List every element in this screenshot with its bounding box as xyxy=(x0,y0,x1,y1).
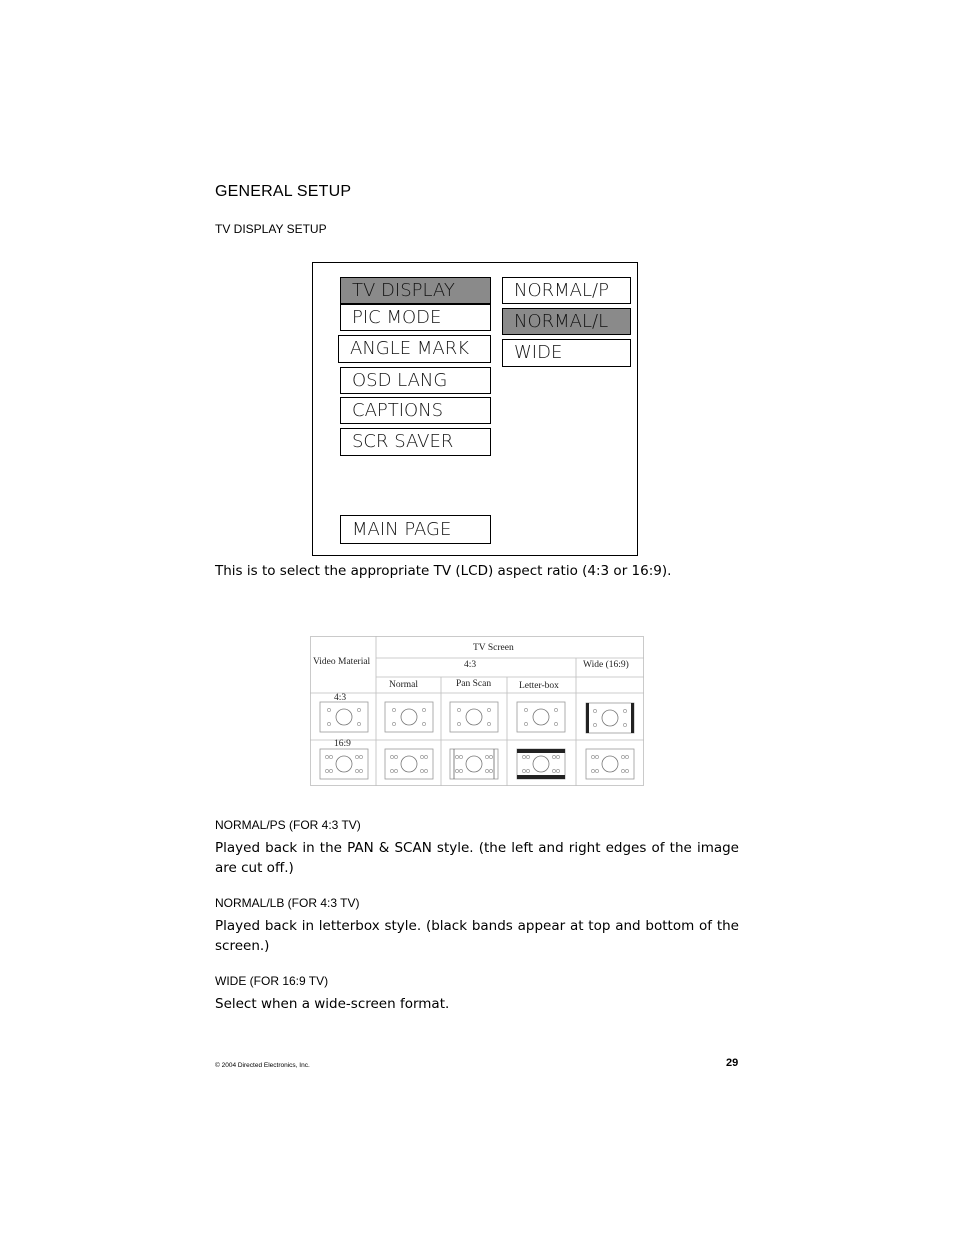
aspect-ratio-table xyxy=(310,636,644,786)
header-group-4-3: 4:3 xyxy=(464,660,477,670)
menu-item-pic-mode: PIC MODE xyxy=(340,304,491,331)
row-16-9: 16:9 xyxy=(334,739,351,749)
screen-thumbnail xyxy=(320,749,368,779)
screen-thumbnail xyxy=(517,702,565,732)
header-tv-screen: TV Screen xyxy=(473,643,514,653)
screen-thumbnail xyxy=(320,702,368,732)
screen-thumbnail xyxy=(450,749,498,779)
menu-item-captions: CAPTIONS xyxy=(340,397,491,424)
tv-display-menu-illustration xyxy=(312,262,638,556)
section-title: GENERAL SETUP xyxy=(215,183,352,200)
col-letter-box: Letter-box xyxy=(519,681,559,691)
screen-thumbnail xyxy=(385,749,433,779)
text-wide: Select when a wide-screen format. xyxy=(215,996,450,1012)
menu-item-tv-display: TV DISPLAY xyxy=(340,277,491,304)
menu-item-osd-lang: OSD LANG xyxy=(340,367,491,394)
menu-item-angle-mark: ANGLE MARK xyxy=(338,335,491,363)
heading-normal-lb: NORMAL/LB (FOR 4:3 TV) xyxy=(215,896,360,910)
intro-text: This is to select the appropriate TV (LCD) aspect ratio (4:3 or 16:9). xyxy=(215,563,672,579)
text-normal-ps: Played back in the PAN & SCAN style. (the left and right edges of the image are cut off.) xyxy=(215,840,739,876)
header-group-wide: Wide (16:9) xyxy=(583,660,629,670)
screen-thumbnail xyxy=(517,749,565,779)
subsection-title: TV DISPLAY SETUP xyxy=(215,222,327,236)
col-normal: Normal xyxy=(389,680,419,690)
col-pan-scan: Pan Scan xyxy=(456,679,492,689)
heading-wide: WIDE (FOR 16:9 TV) xyxy=(215,974,329,988)
screen-thumbnail xyxy=(586,749,634,779)
text-normal-lb: Played back in letterbox style. (black bands appear at top and bottom of the screen.) xyxy=(215,918,739,954)
row-4-3: 4:3 xyxy=(334,693,347,703)
footer-copyright: © 2004 Directed Electronics, Inc. xyxy=(215,1062,310,1069)
option-normal-p: NORMAL/P xyxy=(502,277,631,304)
menu-item-main-page: MAIN PAGE xyxy=(340,515,491,544)
screen-thumbnail xyxy=(586,703,634,733)
option-wide: WIDE xyxy=(502,339,631,367)
option-normal-l: NORMAL/L xyxy=(502,308,631,335)
screen-thumbnail xyxy=(450,702,498,732)
header-video-material: Video Material xyxy=(313,657,371,667)
screen-thumbnail xyxy=(385,702,433,732)
aspect-thumbnails xyxy=(320,702,634,779)
heading-normal-ps: NORMAL/PS (FOR 4:3 TV) xyxy=(215,818,361,832)
menu-item-scr-saver: SCR SAVER xyxy=(340,428,491,456)
page-number: 29 xyxy=(726,1057,739,1069)
